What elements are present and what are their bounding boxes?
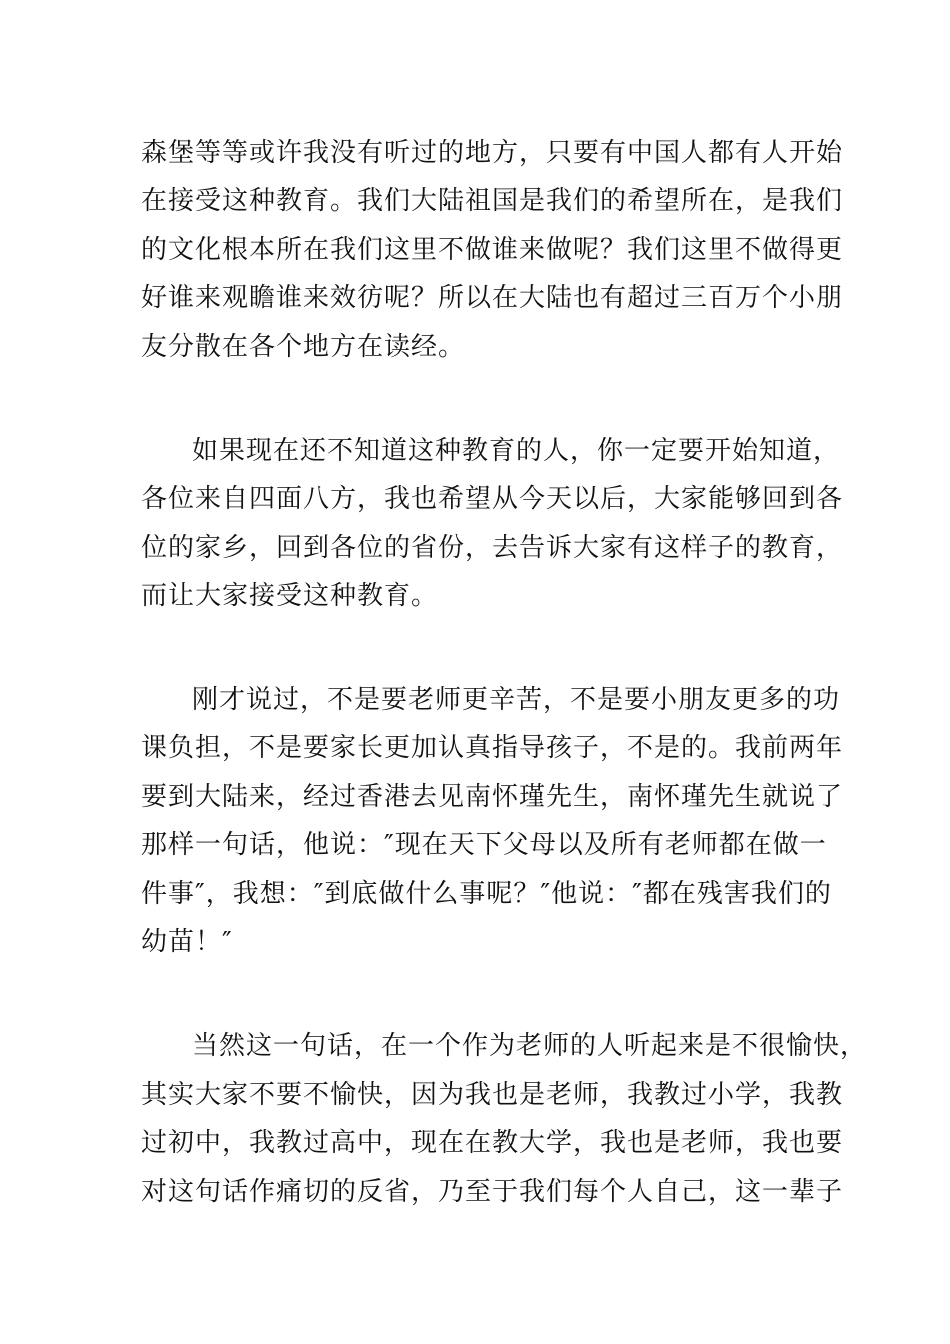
paragraph-1-line-2: 在接受这种教育。我们大陆祖国是我们的希望所在，是我们 bbox=[141, 186, 844, 216]
paragraph-2-line-1: 如果现在还不知道这种教育的人，你一定要开始知道， bbox=[192, 436, 841, 466]
paragraph-3-line-4: 那样一句话，他说：″现在天下父母以及所有老师都在做一 bbox=[141, 830, 827, 860]
paragraph-2-line-3: 位的家乡，回到各位的省份，去告诉大家有这样子的教育， bbox=[141, 533, 844, 563]
paragraph-4-line-1: 当然这一句话，在一个作为老师的人听起来是不很愉快， bbox=[192, 1031, 868, 1061]
paragraph-3-line-3: 要到大陆来，经过香港去见南怀瑾先生，南怀瑾先生就说了 bbox=[141, 782, 844, 812]
paragraph-1-line-5: 友分散在各个地方在读经。 bbox=[141, 332, 466, 362]
paragraph-1-line-3: 的文化根本所在我们这里不做谁来做呢？我们这里不做得更 bbox=[141, 235, 844, 265]
paragraph-4-line-3: 过初中，我教过高中，现在在教大学，我也是老师，我也要 bbox=[141, 1128, 844, 1158]
paragraph-1-line-4: 好谁来观瞻谁来效彷呢？所以在大陆也有超过三百万个小朋 bbox=[141, 283, 844, 313]
paragraph-3-line-1: 刚才说过，不是要老师更辛苦，不是要小朋友更多的功 bbox=[192, 685, 841, 715]
paragraph-3-line-5: 件事″，我想：″到底做什么事呢？″他说：″都在残害我们的 bbox=[141, 879, 832, 909]
paragraph-2-line-2: 各位来自四面八方，我也希望从今天以后，大家能够回到各 bbox=[141, 484, 844, 514]
paragraph-3-line-6: 幼苗！″ bbox=[141, 927, 233, 957]
paragraph-1-line-1: 森堡等等或许我没有听过的地方，只要有中国人都有人开始 bbox=[141, 138, 844, 168]
paragraph-4-line-2: 其实大家不要不愉快，因为我也是老师，我教过小学，我教 bbox=[141, 1080, 844, 1110]
paragraph-2-line-4: 而让大家接受这种教育。 bbox=[141, 581, 439, 611]
paragraph-4-line-4: 对这句话作痛切的反省，乃至于我们每个人自己，这一辈子 bbox=[141, 1177, 844, 1207]
paragraph-3-line-2: 课负担，不是要家长更加认真指导孩子，不是的。我前两年 bbox=[141, 733, 844, 763]
